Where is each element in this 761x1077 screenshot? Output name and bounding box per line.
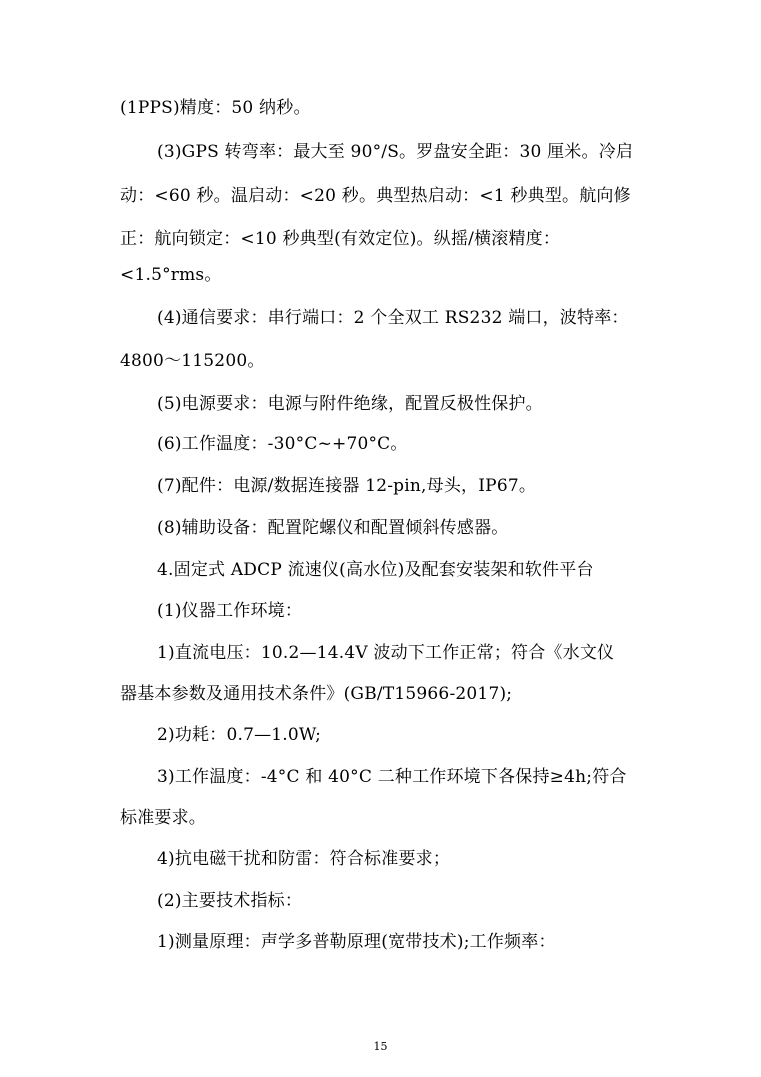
text-line: (3)GPS 转弯率：最大至 90°/S。罗盘安全距：30 厘米。冷启 [157,142,634,162]
text-line: 2)功耗：0.7—1.0W; [157,725,322,745]
text-line: 器基本参数及通用技术条件》(GB/T15966-2017); [120,684,513,704]
text-line: (1)仪器工作环境： [157,601,303,621]
text-line: (5)电源要求：电源与附件绝缘，配置反极性保护。 [157,394,543,414]
text-line: 1)直流电压：10.2—14.4V 波动下工作正常；符合《水文仪 [157,643,615,663]
text-line: (8)辅助设备：配置陀螺仪和配置倾斜传感器。 [157,518,509,538]
text-line: <1.5°rms。 [120,265,222,285]
text-line: 1)测量原理：声学多普勒原理(宽带技术);工作频率： [157,932,556,952]
text-line: (2)主要技术指标： [157,891,303,911]
text-line: (6)工作温度：-30°C~+70°C。 [157,434,408,454]
section-heading: 4.固定式 ADCP 流速仪(高水位)及配套安装架和软件平台 [157,560,594,580]
text-line: (4)通信要求：串行端口：2 个全双工 RS232 端口，波特率： [157,308,629,328]
text-line: 正：航向锁定：<10 秒典型(有效定位)。纵摇/横滚精度： [120,229,561,249]
text-line: 3)工作温度：-4°C 和 40°C 二种工作环境下各保持≥4h;符合 [157,767,627,787]
text-line: 标准要求。 [120,808,206,828]
text-line: 动：<60 秒。温启动：<20 秒。典型热启动：<1 秒典型。航向修 [120,186,631,206]
text-line: (7)配件：电源/数据连接器 12-pin,母头，IP67。 [157,476,537,496]
text-line: 4)抗电磁干扰和防雷：符合标准要求； [157,849,451,869]
page-number: 15 [373,1040,388,1053]
text-line: 4800～115200。 [120,351,265,371]
text-line: (1PPS)精度：50 纳秒。 [120,98,311,118]
